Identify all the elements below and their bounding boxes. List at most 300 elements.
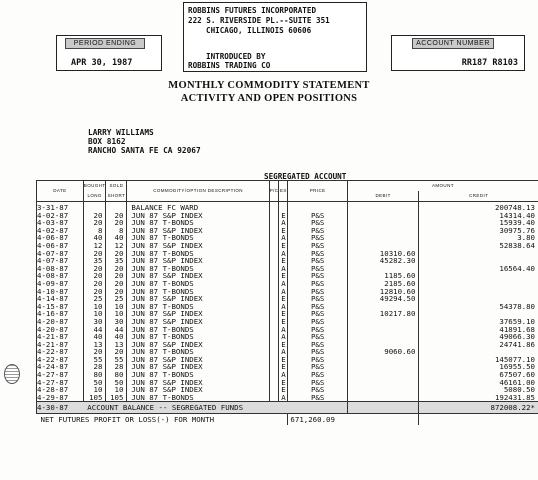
row-debit: 45282.30 <box>347 257 419 265</box>
row-credit: 46161.00 <box>419 379 538 387</box>
row-price: P&S <box>288 227 347 235</box>
table-row <box>37 363 538 371</box>
row-ex: E <box>279 272 288 280</box>
row-bought: 10 <box>83 386 106 394</box>
row-credit: 15939.40 <box>419 219 538 227</box>
row-date: 4-14-87 <box>37 295 84 303</box>
row-price: P&S <box>288 326 347 334</box>
row-ex: A <box>279 219 288 227</box>
row-pc <box>269 356 279 364</box>
row-debit <box>347 333 419 341</box>
row-description: JUN 87 S&P INDEX <box>127 295 269 303</box>
row-bought: 10 <box>83 303 106 311</box>
row-ex <box>279 202 288 212</box>
row-price: P&S <box>288 219 347 227</box>
row-price: P&S <box>288 348 347 356</box>
row-price: P&S <box>288 318 347 326</box>
statement-table <box>36 180 538 425</box>
row-bought: 30 <box>83 318 106 326</box>
row-sold: 20 <box>106 272 127 280</box>
row-description: JUN 87 T-BONDS <box>127 288 269 296</box>
row-pc <box>269 386 279 394</box>
balance-credit: 872008.22* <box>419 402 538 414</box>
row-pc <box>269 371 279 379</box>
introduced-by-label: INTRODUCED BY <box>206 52 266 61</box>
row-bought: 25 <box>83 295 106 303</box>
balance-row <box>37 402 538 414</box>
row-sold: 55 <box>106 356 127 364</box>
row-description: JUN 87 T-BONDS <box>127 348 269 356</box>
row-date: 4-24-87 <box>37 363 84 371</box>
table-row <box>37 250 538 258</box>
row-description: JUN 87 S&P INDEX <box>127 341 269 349</box>
row-date: 4-06-87 <box>37 234 84 242</box>
row-bought: 20 <box>83 250 106 258</box>
row-pc <box>269 265 279 273</box>
row-date: 4-02-87 <box>37 212 84 220</box>
row-debit <box>347 219 419 227</box>
punch-hole-mark <box>4 364 20 384</box>
period-ending-value: APR 30, 1987 <box>71 58 133 68</box>
table-row <box>37 295 538 303</box>
row-sold: 25 <box>106 295 127 303</box>
row-credit <box>419 257 538 265</box>
row-credit: 52838.64 <box>419 242 538 250</box>
row-price: P&S <box>288 272 347 280</box>
row-date: 4-20-87 <box>37 326 84 334</box>
col-description: COMMODITY/OPTION DESCRIPTION <box>127 181 269 202</box>
row-bought: 28 <box>83 363 106 371</box>
table-row <box>37 219 538 227</box>
col-credit: CREDIT <box>419 191 538 202</box>
statement-subtitle: ACTIVITY AND OPEN POSITIONS <box>180 93 358 104</box>
row-credit: 16955.50 <box>419 363 538 371</box>
row-sold: 10 <box>106 386 127 394</box>
row-description: BALANCE FC WARD <box>127 202 269 212</box>
row-description: JUN 87 T-BONDS <box>127 394 269 402</box>
col-short: SHORT <box>106 191 127 202</box>
row-date: 4-21-87 <box>37 341 84 349</box>
row-debit <box>347 265 419 273</box>
row-pc <box>269 212 279 220</box>
row-date: 4-08-87 <box>37 265 84 273</box>
col-long: LONG <box>83 191 106 202</box>
row-credit <box>419 288 538 296</box>
table-row <box>37 318 538 326</box>
table-row <box>37 348 538 356</box>
row-date: 4-28-87 <box>37 386 84 394</box>
row-ex: E <box>279 318 288 326</box>
row-bought: 13 <box>83 341 106 349</box>
row-bought: 20 <box>83 288 106 296</box>
row-credit <box>419 310 538 318</box>
row-credit: 30975.76 <box>419 227 538 235</box>
account-number-box <box>391 35 525 71</box>
balance-description: ACCOUNT BALANCE -- SEGREGATED FUNDS <box>83 402 347 414</box>
row-date: 4-16-87 <box>37 310 84 318</box>
customer-name: LARRY WILLIAMS <box>88 128 154 137</box>
row-price: P&S <box>288 257 347 265</box>
row-description: JUN 87 S&P INDEX <box>127 363 269 371</box>
table-row <box>37 371 538 379</box>
row-price: P&S <box>288 371 347 379</box>
row-ex: A <box>279 288 288 296</box>
table-row <box>37 202 538 212</box>
row-price: P&S <box>288 295 347 303</box>
row-description: JUN 87 T-BONDS <box>127 280 269 288</box>
row-sold: 80 <box>106 371 127 379</box>
row-sold: 30 <box>106 318 127 326</box>
row-debit <box>347 386 419 394</box>
row-pc <box>269 363 279 371</box>
row-sold: 10 <box>106 303 127 311</box>
row-ex: E <box>279 310 288 318</box>
row-credit: 49066.30 <box>419 333 538 341</box>
row-debit: 1185.60 <box>347 272 419 280</box>
row-credit: 192431.85 <box>419 394 538 402</box>
row-credit: 3.80 <box>419 234 538 242</box>
row-ex: A <box>279 250 288 258</box>
row-price: P&S <box>288 265 347 273</box>
table-row <box>37 265 538 273</box>
row-description: JUN 87 T-BONDS <box>127 371 269 379</box>
row-bought: 55 <box>83 356 106 364</box>
col-date: DATE <box>37 181 84 202</box>
table-row <box>37 257 538 265</box>
row-sold: 35 <box>106 257 127 265</box>
table-row <box>37 310 538 318</box>
row-sold: 10 <box>106 310 127 318</box>
row-price <box>288 202 347 212</box>
row-date: 4-20-87 <box>37 318 84 326</box>
company-name: ROBBINS FUTURES INCORPORATED <box>188 6 317 15</box>
col-debit: DEBIT <box>347 191 419 202</box>
row-price: P&S <box>288 303 347 311</box>
row-price: P&S <box>288 288 347 296</box>
row-debit <box>347 356 419 364</box>
row-sold: 40 <box>106 333 127 341</box>
row-bought: 80 <box>83 371 106 379</box>
row-date: 4-10-87 <box>37 288 84 296</box>
row-bought: 40 <box>83 234 106 242</box>
account-number-value: RR187 R8103 <box>461 58 518 68</box>
row-sold: 105 <box>106 394 127 402</box>
table-header-row <box>37 181 538 192</box>
row-credit: 200748.13 <box>419 202 538 212</box>
statement-title: MONTHLY COMMODITY STATEMENT <box>168 80 370 91</box>
row-description: JUN 87 T-BONDS <box>127 250 269 258</box>
row-description: JUN 87 S&P INDEX <box>127 356 269 364</box>
col-ex: EX <box>279 181 288 202</box>
row-date: 4-27-87 <box>37 379 84 387</box>
row-bought: 35 <box>83 257 106 265</box>
row-debit: 12810.60 <box>347 288 419 296</box>
row-pc <box>269 303 279 311</box>
row-description: JUN 87 S&P INDEX <box>127 242 269 250</box>
row-bought: 20 <box>83 272 106 280</box>
row-ex: E <box>279 379 288 387</box>
row-bought: 10 <box>83 310 106 318</box>
row-pc <box>269 341 279 349</box>
period-ending-box <box>56 35 162 71</box>
row-sold: 13 <box>106 341 127 349</box>
row-price: P&S <box>288 394 347 402</box>
row-pc <box>269 234 279 242</box>
row-price: P&S <box>288 356 347 364</box>
row-ex: E <box>279 341 288 349</box>
row-debit <box>347 202 419 212</box>
row-debit <box>347 234 419 242</box>
row-sold: 28 <box>106 363 127 371</box>
row-description: JUN 87 T-BONDS <box>127 333 269 341</box>
row-sold: 20 <box>106 280 127 288</box>
row-ex: A <box>279 303 288 311</box>
row-credit <box>419 280 538 288</box>
row-pc <box>269 272 279 280</box>
row-bought: 20 <box>83 212 106 220</box>
row-price: P&S <box>288 212 347 220</box>
row-description: JUN 87 S&P INDEX <box>127 257 269 265</box>
row-price: P&S <box>288 333 347 341</box>
table-row <box>37 234 538 242</box>
row-credit <box>419 272 538 280</box>
row-ex: A <box>279 333 288 341</box>
row-date: 3-31-87 <box>37 202 84 212</box>
row-date: 4-15-87 <box>37 303 84 311</box>
row-description: JUN 87 T-BONDS <box>127 303 269 311</box>
col-bought: BOUGHT <box>83 181 106 192</box>
row-ex: E <box>279 356 288 364</box>
row-sold: 20 <box>106 219 127 227</box>
row-debit <box>347 363 419 371</box>
row-sold: 20 <box>106 348 127 356</box>
row-price: P&S <box>288 250 347 258</box>
row-pc <box>269 379 279 387</box>
company-address-line2: CHICAGO, ILLINOIS 60606 <box>206 26 312 35</box>
row-price: P&S <box>288 280 347 288</box>
row-debit: 9060.60 <box>347 348 419 356</box>
row-ex: A <box>279 348 288 356</box>
col-amount: AMOUNT <box>347 181 538 192</box>
table-row <box>37 303 538 311</box>
introduced-by-name: ROBBINS TRADING CO <box>188 61 271 70</box>
section-title: SEGREGATED ACCOUNT <box>264 172 347 181</box>
table-row <box>37 227 538 235</box>
table-row <box>37 379 538 387</box>
row-bought: 12 <box>83 242 106 250</box>
row-description: JUN 87 T-BONDS <box>127 265 269 273</box>
row-description: JUN 87 S&P INDEX <box>127 379 269 387</box>
row-credit <box>419 250 538 258</box>
table-row <box>37 212 538 220</box>
row-date: 4-09-87 <box>37 280 84 288</box>
row-debit <box>347 341 419 349</box>
row-pc <box>269 257 279 265</box>
row-debit: 10217.80 <box>347 310 419 318</box>
net-profit-label: NET FUTURES PROFIT OR LOSS(-) FOR MONTH <box>40 415 215 425</box>
row-ex: A <box>279 326 288 334</box>
row-credit: 145077.10 <box>419 356 538 364</box>
row-ex: A <box>279 280 288 288</box>
row-ex: A <box>279 265 288 273</box>
company-header-box <box>183 2 367 72</box>
row-date: 4-27-87 <box>37 371 84 379</box>
row-date: 4-22-87 <box>37 356 84 364</box>
table-row <box>37 242 538 250</box>
net-profit-row <box>37 414 538 426</box>
row-sold: 44 <box>106 326 127 334</box>
row-bought: 20 <box>83 265 106 273</box>
row-debit: 49294.50 <box>347 295 419 303</box>
col-sold: SOLD <box>106 181 127 192</box>
row-sold: 20 <box>106 250 127 258</box>
net-profit-value: 671,260.09 <box>288 414 419 426</box>
period-ending-label: PERIOD ENDING <box>65 38 145 49</box>
customer-address-line1: BOX 8162 <box>88 137 126 146</box>
row-debit: 10310.60 <box>347 250 419 258</box>
row-date: 4-22-87 <box>37 348 84 356</box>
row-credit: 41891.68 <box>419 326 538 334</box>
row-bought: 50 <box>83 379 106 387</box>
row-pc <box>269 227 279 235</box>
row-bought: 20 <box>83 219 106 227</box>
row-sold: 20 <box>106 288 127 296</box>
row-sold: 20 <box>106 265 127 273</box>
row-pc <box>269 348 279 356</box>
row-credit <box>419 295 538 303</box>
row-credit: 37659.10 <box>419 318 538 326</box>
row-credit: 16564.40 <box>419 265 538 273</box>
table-row <box>37 280 538 288</box>
row-sold <box>106 202 127 212</box>
row-debit <box>347 371 419 379</box>
row-date: 4-02-87 <box>37 227 84 235</box>
row-debit <box>347 326 419 334</box>
row-price: P&S <box>288 242 347 250</box>
row-bought: 20 <box>83 348 106 356</box>
row-sold: 50 <box>106 379 127 387</box>
balance-date: 4-30-87 <box>37 402 84 414</box>
row-date: 4-08-87 <box>37 272 84 280</box>
table-row <box>37 341 538 349</box>
row-debit <box>347 242 419 250</box>
table-row <box>37 272 538 280</box>
row-price: P&S <box>288 386 347 394</box>
row-pc <box>269 250 279 258</box>
row-price: P&S <box>288 234 347 242</box>
row-date: 4-03-87 <box>37 219 84 227</box>
row-pc <box>269 202 279 212</box>
row-debit <box>347 379 419 387</box>
row-date: 4-21-87 <box>37 333 84 341</box>
row-credit: 14314.40 <box>419 212 538 220</box>
row-description: JUN 87 T-BONDS <box>127 234 269 242</box>
row-credit <box>419 348 538 356</box>
row-description: JUN 87 S&P INDEX <box>127 386 269 394</box>
row-ex: E <box>279 363 288 371</box>
row-date: 4-07-87 <box>37 250 84 258</box>
account-number-label: ACCOUNT NUMBER <box>412 38 494 49</box>
row-ex: A <box>279 371 288 379</box>
row-pc <box>269 242 279 250</box>
row-pc <box>269 333 279 341</box>
row-pc <box>269 288 279 296</box>
row-pc <box>269 318 279 326</box>
row-sold: 40 <box>106 234 127 242</box>
row-sold: 20 <box>106 212 127 220</box>
row-description: JUN 87 T-BONDS <box>127 219 269 227</box>
row-debit <box>347 227 419 235</box>
row-ex: A <box>279 234 288 242</box>
row-price: P&S <box>288 379 347 387</box>
row-credit: 5080.50 <box>419 386 538 394</box>
row-credit: 24741.86 <box>419 341 538 349</box>
table-row <box>37 288 538 296</box>
row-pc <box>269 394 279 402</box>
row-ex: E <box>279 386 288 394</box>
row-ex: E <box>279 242 288 250</box>
row-bought: 20 <box>83 280 106 288</box>
table-row <box>37 394 538 402</box>
row-debit <box>347 212 419 220</box>
row-pc <box>269 310 279 318</box>
row-pc <box>269 219 279 227</box>
row-description: JUN 87 S&P INDEX <box>127 310 269 318</box>
row-description: JUN 87 T-BONDS <box>127 326 269 334</box>
row-ex: E <box>279 212 288 220</box>
row-bought: 44 <box>83 326 106 334</box>
row-debit <box>347 303 419 311</box>
table-row <box>37 386 538 394</box>
row-price: P&S <box>288 341 347 349</box>
table-row <box>37 356 538 364</box>
row-ex: A <box>279 394 288 402</box>
table-row <box>37 333 538 341</box>
row-ex: E <box>279 295 288 303</box>
row-price: P&S <box>288 363 347 371</box>
row-debit <box>347 318 419 326</box>
col-pc: P/C <box>269 181 279 202</box>
row-sold: 8 <box>106 227 127 235</box>
row-date: 4-07-87 <box>37 257 84 265</box>
row-description: JUN 87 S&P INDEX <box>127 318 269 326</box>
row-date: 4-06-87 <box>37 242 84 250</box>
row-bought: 8 <box>83 227 106 235</box>
row-description: JUN 87 S&P INDEX <box>127 212 269 220</box>
row-pc <box>269 280 279 288</box>
row-description: JUN 87 S&P INDEX <box>127 272 269 280</box>
row-bought <box>83 202 106 212</box>
row-date: 4-29-87 <box>37 394 84 402</box>
row-bought: 40 <box>83 333 106 341</box>
row-pc <box>269 326 279 334</box>
company-address-line1: 222 S. RIVERSIDE PL.--SUITE 351 <box>188 16 330 25</box>
customer-address-line2: RANCHO SANTA FE CA 92067 <box>88 146 201 155</box>
row-sold: 12 <box>106 242 127 250</box>
col-price: PRICE <box>288 181 347 202</box>
table-row <box>37 326 538 334</box>
row-description: JUN 87 S&P INDEX <box>127 227 269 235</box>
row-credit: 54378.80 <box>419 303 538 311</box>
row-debit: 2185.60 <box>347 280 419 288</box>
row-credit: 67507.60 <box>419 371 538 379</box>
row-price: P&S <box>288 310 347 318</box>
row-debit <box>347 394 419 402</box>
row-ex: E <box>279 257 288 265</box>
row-pc <box>269 295 279 303</box>
row-ex: E <box>279 227 288 235</box>
row-bought: 105 <box>83 394 106 402</box>
